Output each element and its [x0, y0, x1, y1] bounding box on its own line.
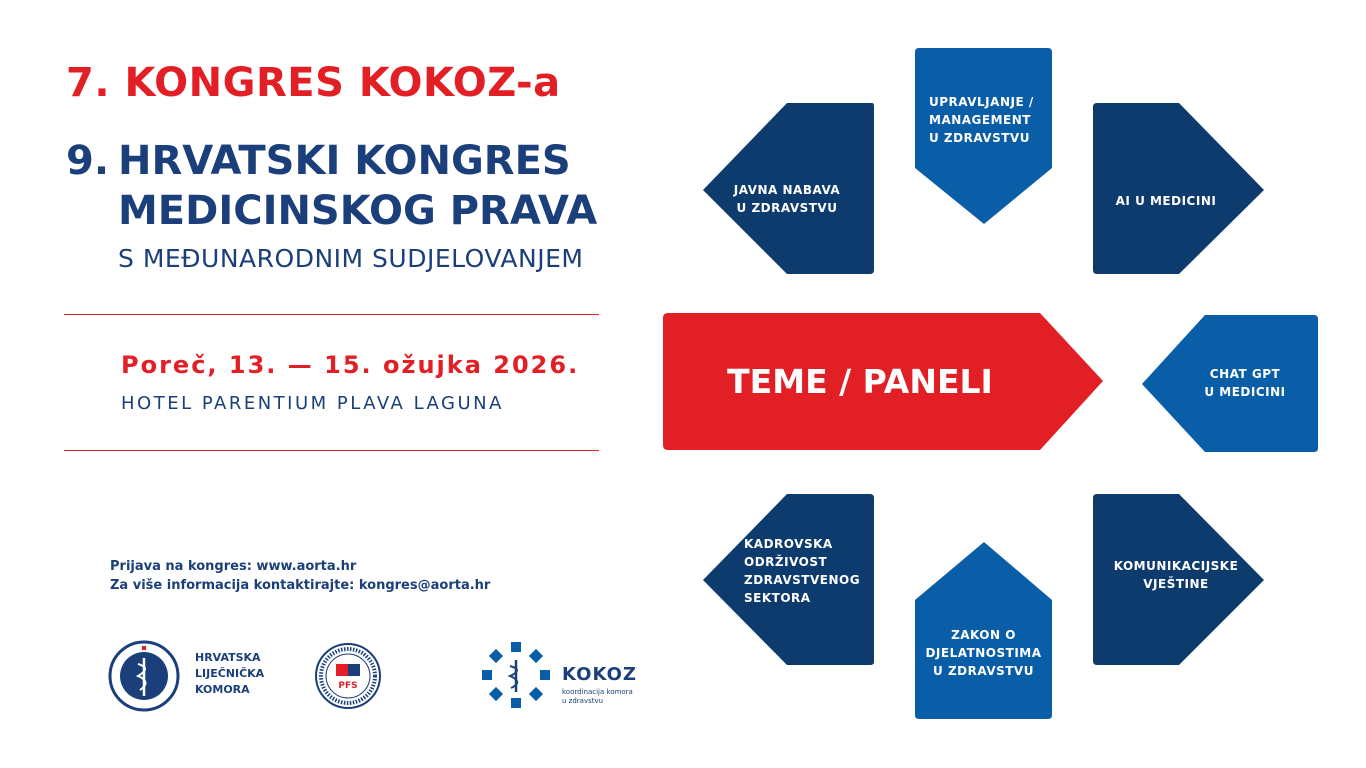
congress-tagline: S MEĐUNARODNIM SUDJELOVANJEM	[118, 244, 584, 273]
hlk-logo-text	[195, 650, 264, 698]
topic-ai	[1093, 192, 1239, 210]
kokoz-tagline-line1: koordinacija komora	[562, 688, 633, 696]
topics-main-label: TEME / PANELI	[727, 362, 993, 401]
topic-shape-ai	[1093, 103, 1264, 274]
topic-upravljanje	[915, 93, 1052, 147]
kokoz-logo	[480, 640, 552, 710]
kokoz-tagline	[562, 688, 633, 706]
contact-info: Za više informacija kontaktirajte: kongres@aorta.hr	[110, 578, 491, 593]
hlk-line3: KOMORA	[195, 683, 250, 696]
hlk-line1: HRVATSKA	[195, 651, 261, 664]
topic-komunikacijske-line2: VJEŠTINE	[1143, 577, 1209, 591]
topic-zakon-line1: ZAKON O	[951, 628, 1016, 642]
topic-ai-line1: AI U MEDICINI	[1115, 194, 1217, 208]
topic-kadrovska-line1: KADROVSKA	[744, 537, 833, 551]
congress-title: 7. KONGRES KOKOZ-a	[66, 60, 561, 106]
seal-text: PFS	[338, 681, 358, 691]
topic-kadrovska-line3: ZDRAVSTVENOG	[744, 573, 861, 587]
topic-upravljanje-line1: UPRAVLJANJE /	[929, 95, 1034, 109]
topic-zakon-line3: U ZDRAVSTVU	[933, 664, 1034, 678]
topic-javna-line2: U ZDRAVSTVU	[736, 201, 838, 215]
congress-name-1: HRVATSKI KONGRES	[118, 138, 571, 184]
topic-chat-line2: U MEDICINI	[1204, 385, 1286, 399]
registration-info: Prijava na kongres: www.aorta.hr	[110, 559, 357, 574]
topic-chat-line1: CHAT GPT	[1209, 367, 1281, 381]
topic-komunikacijske-line1: KOMUNIKACIJSKE	[1113, 559, 1239, 573]
hlk-line2: LIJEČNIČKA	[195, 667, 265, 680]
kokoz-name: KOKOZ	[562, 664, 637, 685]
event-venue: HOTEL PARENTIUM PLAVA LAGUNA	[121, 393, 504, 414]
university-seal-logo	[314, 642, 382, 710]
congress-number: 9.	[66, 138, 110, 184]
topic-upravljanje-line3: U ZDRAVSTVU	[929, 131, 1030, 145]
topic-kadrovska-line2: ODRŽIVOST	[744, 555, 828, 569]
topic-javna-nabava	[722, 181, 852, 217]
congress-name-2: MEDICINSKOG PRAVA	[118, 188, 598, 234]
topic-kadrovska	[744, 535, 874, 607]
hlk-logo	[108, 640, 180, 712]
topic-komunikacijske	[1093, 557, 1259, 593]
topic-javna-line1: JAVNA NABAVA	[733, 183, 841, 197]
topic-zakon	[915, 626, 1052, 680]
event-date: Poreč, 13. — 15. ožujka 2026.	[121, 351, 580, 379]
topic-zakon-line2: DJELATNOSTIMA	[925, 646, 1042, 660]
topic-kadrovska-line4: SEKTORA	[744, 591, 811, 605]
topic-chat-gpt	[1172, 365, 1318, 401]
topic-upravljanje-line2: MANAGEMENT	[929, 113, 1031, 127]
kokoz-tagline-line2: u zdravstvu	[562, 697, 604, 705]
